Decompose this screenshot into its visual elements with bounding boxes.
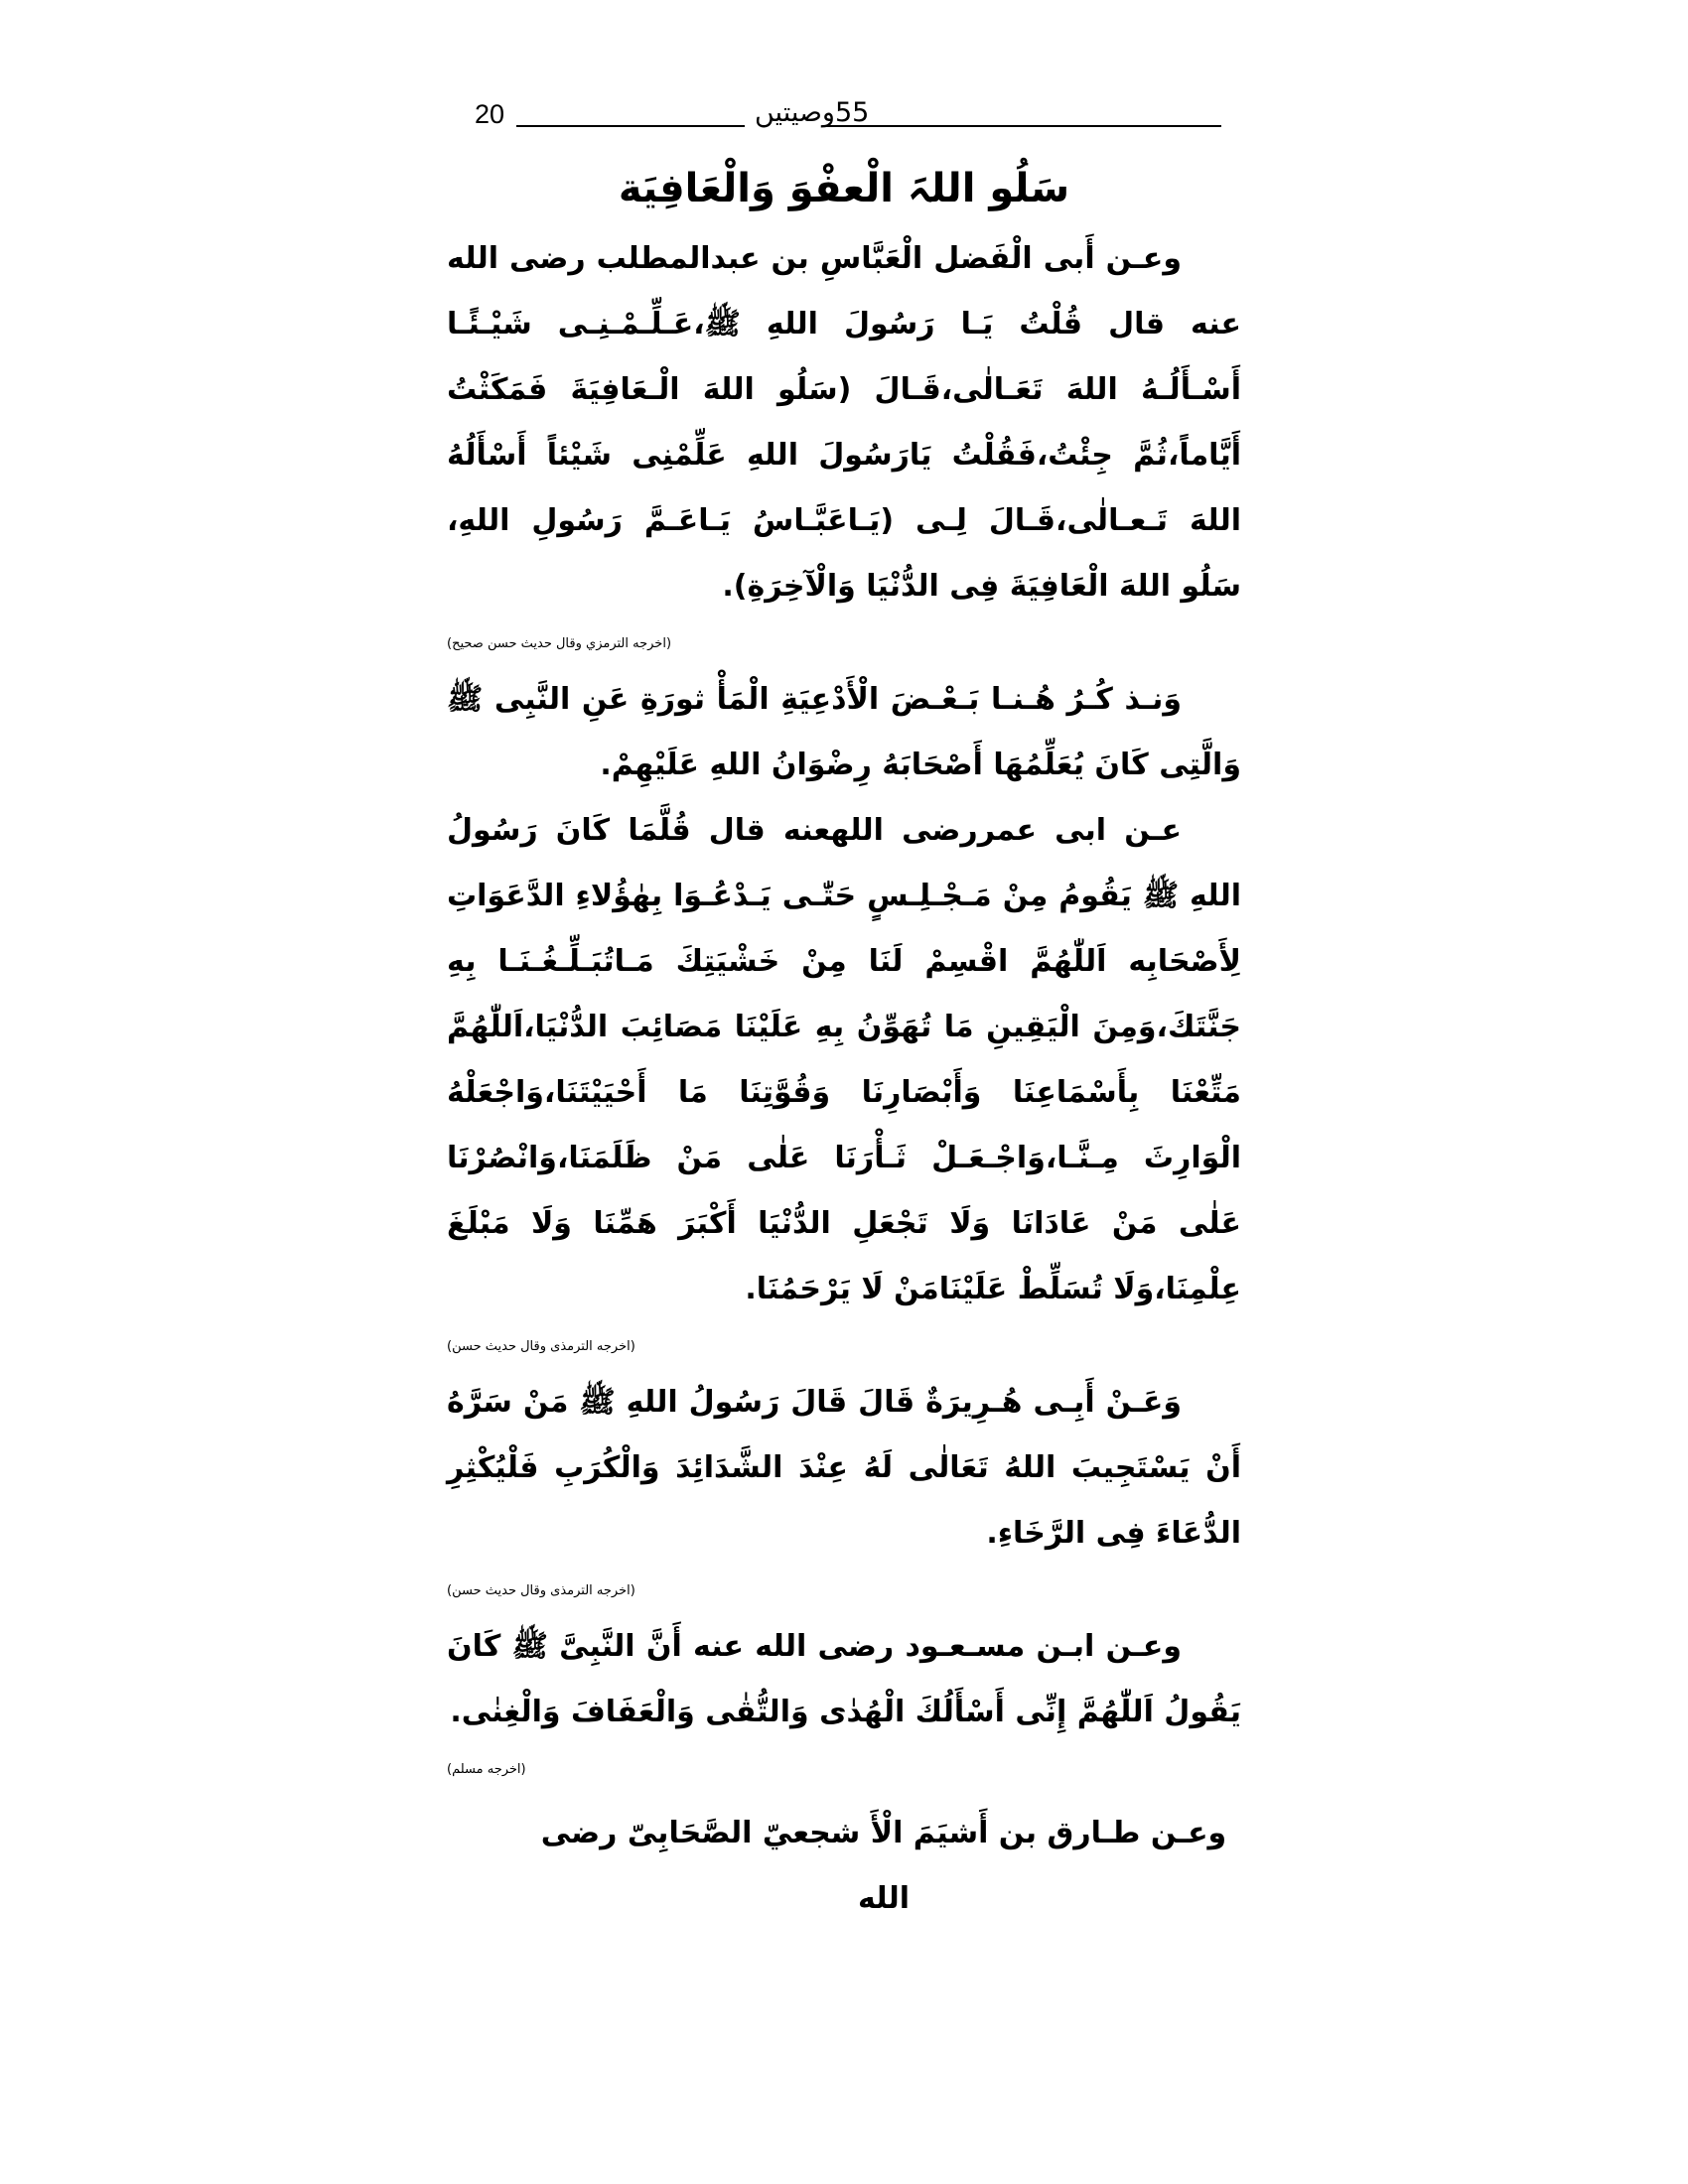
header-rule-left [516,125,745,127]
header-rule-right [824,125,1221,127]
source-reference-1: (اخرجه الترمزي وقال حديث حسن صحيح) [447,636,672,651]
running-header [467,99,1221,135]
source-reference-5: (اخرجه مسلم) [447,1762,526,1777]
section-title: سَلُو اللہَ الْعفْوَ وَالْعَافِيَة [618,166,1070,211]
paragraph-6-start: وعـن طـارق بن أَشيَمَ الْأَ شجعيّ الصَّحَابِىّ رضى الله [540,1816,1227,1916]
source-reference-4: (اخرجه الترمذى وقال حديث حسن) [447,1583,635,1598]
paragraph-2: وَنـذ كُـرُ هُـنـا بَـعْـضَ الْأَدْعِيَةِ الْمَأْ ثورَةِ عَنِ النَّبِى ﷺ وَالَّتِى كَانَ يُعَلِّمُهَا أَصْحَابَهُ رِضْوَانُ اللهِ عَلَيْهِمْ. [447,682,1241,782]
paragraph-1: وعـن أَبى الْفَضل الْعَبَّاسِ بن عبدالمطلب رضى الله عنه قال قُلْتُ يَـا رَسُولَ اللهِ ﷺ،عَـلِّـمْـنِـى شَيْـئًـا أَسْـأَلُـهُ اللهَ تَعَـالٰى،قَـالَ (سَلُو اللهَ الْـعَافِيَةَ فَمَكَثْتُ أَيَّاماً،ثُمَّ جِئْتُ،فَقُلْتُ يَارَسُولَ اللهِ عَلِّمْنِى شَيْئاً أَسْأَلُهُ اللهَ تَـعـالٰى،قَـالَ لِـى (يَـاعَبَّـاسُ يَـاعَـمَّ رَسُولِ اللهِ، سَلُو اللهَ الْعَافِيَةَ فِى الدُّنْيَا وَالْآخِرَةِ). [447,241,1241,604]
source-reference-3: (اخرجه الترمذى وقال حديث حسن) [447,1339,635,1354]
paragraph-4: وَعَـنْ أَبِـى هُـرِيرَةٌ قَالَ قَالَ رَسُولُ اللهِ ﷺ مَنْ سَرَّهُ أَنْ يَسْتَجِيبَ اللهُ تَعَالٰى لَهُ عِنْدَ الشَّدَائِدَ وَالْكُرَبِ فَلْيُكْثِرِ الدُّعَاءَ فِى الرَّخَاءِ. [447,1385,1241,1551]
page-body [447,159,1241,1932]
paragraph-5: وعـن ابـن مسـعـود رضى الله عنه أَنَّ النَّبِىَّ ﷺ كَانَ يَقُولُ اَللّٰهُمَّ إِنِّى أَسْأَلُكَ الْهُدٰى وَالتُّقٰى وَالْعَفَافَ وَالْغِنٰى. [447,1629,1241,1729]
paragraph-3: عـن ابى عمررضى اللهعنه قال قُلَّمَا كَانَ رَسُولُ اللهِ ﷺ يَقُومُ مِنْ مَـجْـلِـسٍ حَتّٰـى يَـدْعُـوَا بِهٰؤُلاءِ الدَّعَوَاتِ لِأَصْحَابِه اَللّٰهُمَّ اقْسِمْ لَنَا مِنْ خَشْيَتِكَ مَـاتُبَـلِّـغُـنَـا بِهِ جَنَّتَكَ،وَمِنَ الْيَقِينِ مَا تُهَوِّنُ بِهِ عَلَيْنَا مَصَائِبَ الدُّنْيَا،اَللّٰهُمَّ مَتِّعْنَا بِأَسْمَاعِنَا وَأَبْصَارِنَا وَقُوَّتِنَا مَا أَحْيَيْتَنَا،وَاجْعَلْهُ الْوَارِثَ مِـنَّـا،وَاجْـعَـلْ ثَـأْرَنَا عَلٰى مَنْ ظَلَمَنَا،وَانْصُرْنَا عَلٰى مَنْ عَادَانَا وَلَا تَجْعَلِ الدُّنْيَا أَكْبَرَ هَمِّنَا وَلَا مَبْلَغَ عِلْمِنَا،وَلَا تُسَلِّطْ عَلَيْنَامَنْ لَا يَرْحَمُنَا. [447,813,1241,1306]
page-number: 20 [475,99,505,129]
book-title: 55وصیتیں [755,97,870,128]
